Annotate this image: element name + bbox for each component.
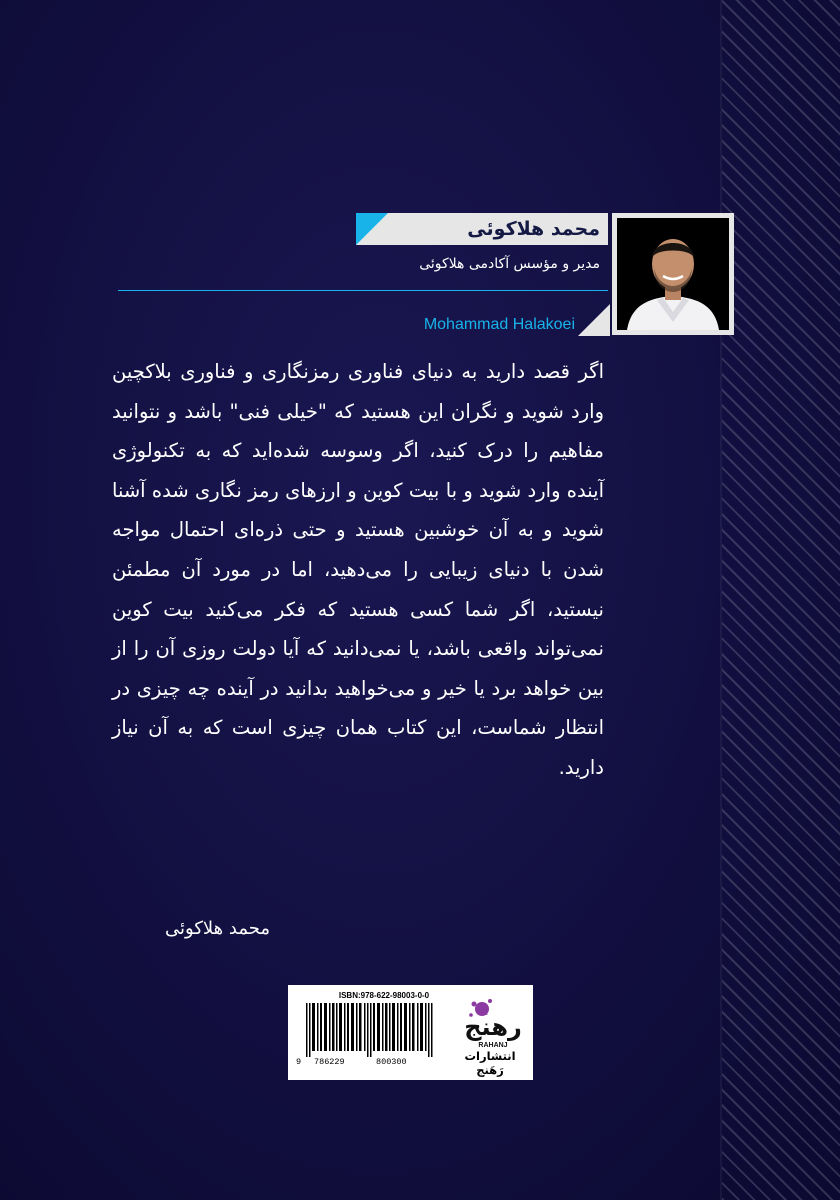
diagonal-stripes-decoration bbox=[722, 0, 840, 1200]
stripes-edge bbox=[720, 0, 722, 1200]
author-signature: محمد هلاکوئی bbox=[165, 918, 270, 939]
barcode-digits-left: 786229 bbox=[314, 1057, 345, 1067]
logo-wordmark: رهنج bbox=[464, 1013, 522, 1041]
author-portrait-image bbox=[617, 218, 729, 330]
publisher-name: انتشارات رَهَنج bbox=[464, 1049, 516, 1077]
author-name-fa: محمد هلاکوئی bbox=[467, 218, 600, 240]
author-photo bbox=[612, 213, 734, 335]
isbn-label: ISBN:978-622-98003-0-0 bbox=[338, 991, 430, 1000]
barcode-digit-lead: 9 bbox=[296, 1057, 302, 1067]
logo-latin: RAHANJ bbox=[478, 1042, 508, 1049]
rahanj-logo bbox=[460, 995, 526, 1049]
corner-triangle-decoration bbox=[578, 304, 610, 336]
author-title-fa: مدیر و مؤسس آکادمی هلاکوئی bbox=[419, 256, 600, 272]
barcode-bars bbox=[298, 1003, 446, 1057]
banner-accent-triangle bbox=[356, 213, 388, 245]
barcode-panel bbox=[288, 985, 533, 1080]
author-name-en: Mohammad Halakoei bbox=[423, 316, 575, 333]
back-cover-description: اگر قصد دارید به دنیای فناوری رمزنگاری و فناوری بلاکچین وارد شوید و نگران این هستید که "خیلی فنی" باشد و نتوانید مفاهیم را درک کنید، اگر وسوسه شده‌اید که به تکنولوژی آینده وارد شوید و با بیت کوین و ارزهای رمز نگاری شده آشنا شوید و به آن خوشبین هستید و حتی ذره‌ای احتمال مواجه شدن با دنیای زیبایی را می‌دهید، اما در مورد آن مطمئن نیستید، اگر شما کسی هستید که فکر می‌کنید بیت کوین نمی‌تواند واقعی باشد، یا نمی‌دانید که آیا دولت روزی آن را از بین خواهد برد یا خیر و می‌خواهید بدانید در آینده چه چیزی در انتظار شماست، این کتاب همان چیزی است که به آن نیاز دارید. bbox=[112, 360, 604, 779]
barcode-digits-right: 800300 bbox=[376, 1057, 407, 1067]
divider-line bbox=[118, 290, 608, 291]
